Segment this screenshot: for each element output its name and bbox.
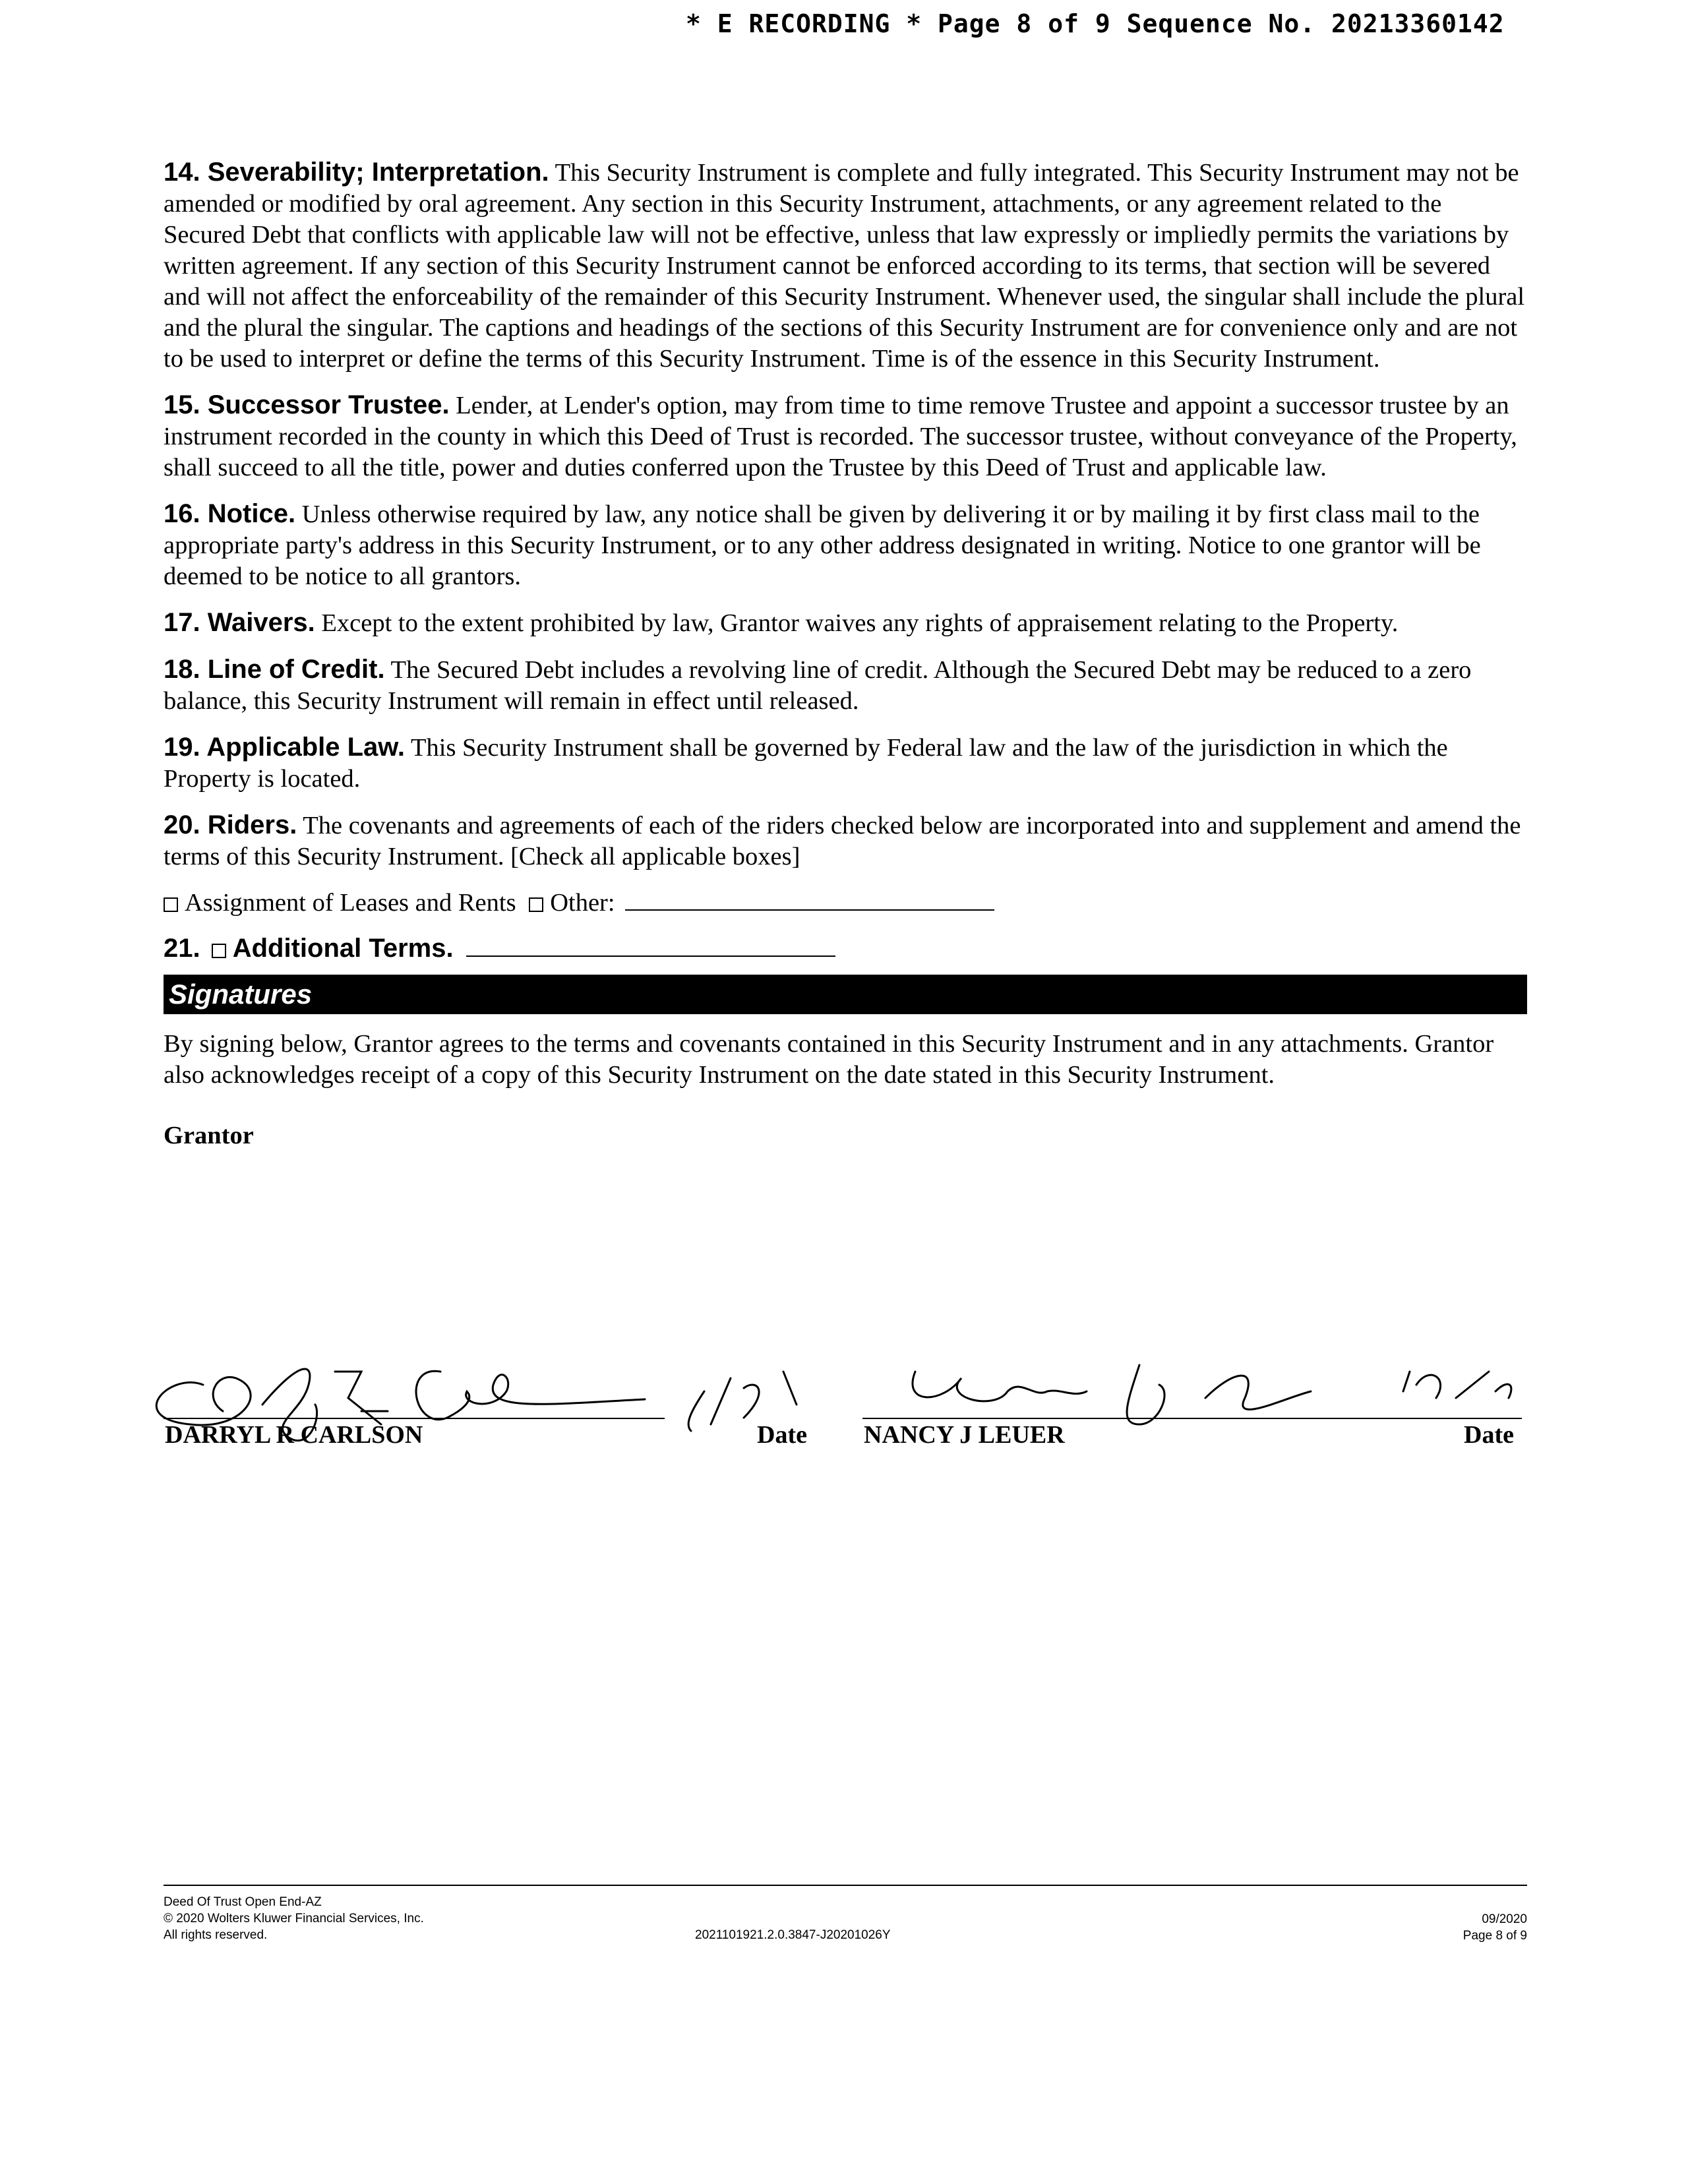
signature-2-stroke	[1127, 1365, 1311, 1424]
footer-divider	[164, 1885, 1527, 1886]
section-text: This Security Instrument is complete and fully integrated. This Security Instrument may not be amended or modified by oral agreement. Any section in this Security Instrument, attachments, or any agreement related to the Secured Debt that conflicts with applicable law will not be effective, unless that law expressly or impliedly permits the variations by written agreement. If any section of this Security Instrument cannot be enforced according to its terms, that section will be severed and will not affect the enforceability of the remainder of this Security Instrument. Whenever used, the singular shall include the plural and the plural the singular. The captions and headings of the sections of this Security Instrument are for convenience only and are not to be used to interpret or define the terms of this Security Instrument. Time is of the essence in this Security Instrument.	[164, 159, 1525, 373]
assignment-label: Assignment of Leases and Rents	[185, 889, 516, 917]
footer-copyright: © 2020 Wolters Kluwer Financial Services, Inc.	[164, 1912, 424, 1926]
section-18	[164, 654, 1527, 717]
signature-line-1[interactable]	[164, 1418, 665, 1419]
page-footer	[164, 1885, 1527, 1943]
section-text: Lender, at Lender's option, may from time to time remove Trustee and appoint a successor trustee by an instrument recorded in the county in which this Deed of Trust is recorded. The successor trustee, without conveyance of the Property, shall succeed to all the title, power and duties conferred upon the Trustee by this Deed of Trust and applicable law.	[164, 392, 1517, 481]
section-heading: 17. Waivers.	[164, 608, 315, 637]
footer-left	[164, 1894, 424, 1943]
signer-2-name: NANCY J LEUER	[864, 1421, 1065, 1449]
section-heading: 18. Line of Credit.	[164, 655, 385, 684]
additional-terms-number: 21.	[164, 934, 200, 963]
handwritten-signatures	[164, 1325, 1527, 1477]
section-heading: 15. Successor Trustee.	[164, 390, 450, 419]
document-body	[164, 157, 1527, 1150]
footer-right	[1463, 1911, 1527, 1944]
other-label: Other:	[550, 889, 615, 917]
other-blank-line[interactable]	[625, 909, 994, 911]
section-17	[164, 607, 1527, 639]
section-19	[164, 732, 1527, 795]
section-text: This Security Instrument shall be governed by Federal law and the law of the jurisdiction in which the Property is located.	[164, 734, 1448, 793]
section-heading: 20. Riders.	[164, 810, 297, 839]
additional-terms-label: Additional Terms.	[232, 934, 454, 963]
footer-rights: All rights reserved.	[164, 1928, 268, 1942]
section-15	[164, 390, 1527, 483]
footer-doc-code: 2021101921.2.0.3847-J20201026Y	[695, 1928, 891, 1942]
signer-2-date-label: Date	[1464, 1421, 1514, 1449]
signature-line-2[interactable]	[862, 1418, 1522, 1419]
section-heading: 16. Notice.	[164, 499, 296, 528]
section-text: Unless otherwise required by law, any notice shall be given by delivering it or by mailing it by first class mail to the appropriate party's address in this Security Instrument, or to any other address designated in writing. Notice to one grantor will be deemed to be notice to all grantors.	[164, 501, 1481, 590]
additional-terms-blank-line[interactable]	[466, 956, 835, 957]
footer-form-name: Deed Of Trust Open End-AZ	[164, 1895, 322, 1909]
recording-header: * E RECORDING * Page 8 of 9 Sequence No. 20213360142	[686, 9, 1505, 38]
other-checkbox[interactable]	[529, 897, 543, 912]
additional-terms-row	[164, 933, 1527, 964]
signatures-bar	[164, 975, 1527, 1014]
assignment-checkbox[interactable]	[164, 897, 178, 912]
signer-1-date-label: Date	[757, 1421, 807, 1449]
signatures-bar-title: Signatures	[169, 979, 313, 1010]
section-16	[164, 499, 1527, 592]
section-14	[164, 157, 1527, 375]
signature-2-stroke	[913, 1372, 1087, 1401]
signatures-text: By signing below, Grantor agrees to the terms and covenants contained in this Security Instrument and in any attachments. Grantor also acknowledges receipt of a copy of this Security Instrument on the date stated in this Security Instrument.	[164, 1030, 1494, 1089]
section-heading: 19. Applicable Law.	[164, 733, 406, 762]
signature-1-stroke	[335, 1372, 388, 1424]
grantor-label: Grantor	[164, 1122, 254, 1149]
footer-page: Page 8 of 9	[1462, 1929, 1527, 1943]
section-text: The covenants and agreements of each of the riders checked below are incorporated into and supplement and amend the terms of this Security Instrument. [Check all applicable boxes]	[164, 812, 1521, 870]
section-20	[164, 810, 1527, 872]
section-text: The Secured Debt includes a revolving line of credit. Although the Secured Debt may be reduced to a zero balance, this Security Instrument will remain in effect until released.	[164, 656, 1472, 715]
section-text: Except to the extent prohibited by law, Grantor waives any rights of appraisement relating to the Property.	[321, 609, 1399, 637]
signer-1-name: DARRYL R CARLSON	[165, 1421, 423, 1449]
footer-version: 09/2020	[1482, 1912, 1527, 1926]
signature-1-stroke	[416, 1371, 645, 1419]
additional-terms-checkbox[interactable]	[212, 944, 226, 958]
riders-row	[164, 888, 1527, 919]
signature-area	[164, 1325, 1527, 1477]
section-heading: 14. Severability; Interpretation.	[164, 158, 549, 187]
signature-2-date-stroke	[1403, 1372, 1511, 1398]
